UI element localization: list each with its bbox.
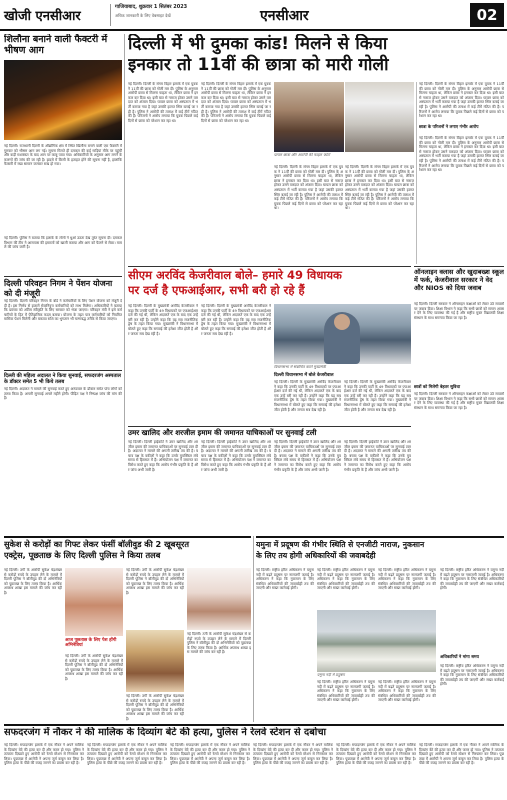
online-class-story — [414, 268, 504, 452]
online-class-body-2: नई दिल्ली। दिल्ली सरकार ने ऑनलाइन कक्षाओं को लेकर उठे सवालों पर जवाब दिया। शिक्षा विभाग ने कहा कि सभी छात्रों को समान अवसर देने के लिए व्यवस्था की गई है और राष्ट्रीय मुक्त विद्यालयी शिक्षा संस्थान के साथ समन्वय किया जा रहा है। — [414, 392, 504, 410]
kejriwal-body-col2: नई दिल्ली। दिल्ली के मुख्यमंत्री अरविंद केजरीवाल ने कहा कि उनकी पार्टी के 49 विधायकों पर एफआईआर दर्ज की गई थी, लेकिन अदालतें एक के बाद एक उन्हें बरी कर रही हैं। उन्होंने कहा कि यह सब राजनीतिक द्वेष के तहत किया गया। मुख्यमंत्री ने विधानसभा में बोलते हुए कहा कि सच्चाई की हमेशा जीत होती है और जनता सब देख रही है। — [201, 304, 271, 336]
safdarjung-body-col6: नई दिल्ली। सफदरजंग इलाके में एक नौकर ने अपने मालिक के दिव्यांग बेटे की हत्या कर दी और फरार हो गया। पुलिस ने तत्परता दिखाते हुए आरोपी को रेलवे स्टेशन से गिरफ्तार कर लिया। पूछताछ में आरोपी ने अपना जुर्म कबूल कर लिया है। पुलिस हत्या के पीछे की वजह जानने का प्रयास कर रही है। — [419, 743, 504, 766]
yamuna-body-col4: नई दिल्ली। राष्ट्रीय हरित अधिकरण ने यमुना नदी में बढ़ते प्रदूषण पर नाराजगी जताई है। अधिकरण ने कहा कि नुकसान के लिए संबंधित अधिकारियों की जवाबदेही तय की जाएगी और सख्त कार्रवाई होगी। — [317, 680, 375, 703]
yamuna-body-col2: नई दिल्ली। राष्ट्रीय हरित अधिकरण ने यमुना नदी में बढ़ते प्रदूषण पर नाराजगी जताई है। अधिकरण ने कहा कि नुकसान के लिए संबंधित अधिकारियों की जवाबदेही तय की जाएगी और सख्त कार्रवाई होगी। — [317, 568, 375, 591]
sukesh-body-col2: नई दिल्ली। ठगी के आरोपी सुकेश चंद्रशेखर से करोड़ों रुपये के उपहार लेने के मामले में दिल्ली पुलिस ने बॉलीवुड की दो अभिनेत्रियों को पूछताछ के लिए तलब किया है। आर्थिक अपराध शाखा इस मामले की जांच कर रही है। — [65, 654, 123, 681]
lead-body-col2: नई दिल्ली। दिल्ली के संगम विहार इलाके में एक युवक ने 11वीं की छात्रा को गोली मार दी। पुलिस के अनुसार आरोपी छात्रा से मिलना चाहता था, लेकिन छात्रा ने इनकार कर दिया था। इसी बात से नाराज होकर उसने वारदात को अंजाम दिया। घायल छात्रा को अस्पताल में भर्ती कराया गया है जहां उसकी हालत स्थिर बताई जा रही है। पुलिस ने आरोपी की तलाश में कई टीमें गठित की हैं। परिजनों ने आरोप लगाया कि युवक पिछले कई दिनों से छात्रा को परेशान कर रहा था। — [201, 82, 271, 123]
pension-body: नई दिल्ली। दिल्ली परिवहन निगम के बोर्ड ने कर्मचारियों के लिए पेंशन योजना को मंजूरी दे दी है। इस निर्णय से हजारों सेवानिवृत्त कर्मचारियों को लाभ मिलेगा। अधिकारियों ने बताया कि प्रस्ताव को अंतिम स्वीकृति के लिए सरकार को भेजा जाएगा। परिवहन मंत्री ने इसे कर्मचारियों के हित में ऐतिहासिक कदम बताया। योजना के तहत पात्र कर्मचारियों को नियमित मासिक पेंशन मिलेगी और बकाया राशि का भुगतान भी चरणबद्ध तरीके से किया जाएगा। — [4, 299, 122, 322]
court-body: नई दिल्ली। अदालत ने मामले की सुनवाई करते हुए अस्पताल के डॉक्टर समेत पांच लोगों को तलब किया है। अगली सुनवाई अगले महीने होगी। पीड़ित पक्ष ने निष्पक्ष जांच की मांग की है। — [4, 387, 122, 401]
sukesh-photo-3 — [187, 568, 251, 630]
dateline-sub: अधिक जानकारी के लिए वेबसाइट देखें — [115, 13, 171, 18]
lead-headline-line1: दिल्ली में भी दुमका कांड! मिलने से किया — [128, 34, 388, 54]
lead-side-head: छात्रा के परिजनों ने लगाए गंभीर आरोप — [419, 124, 479, 129]
brand-logo — [4, 4, 108, 26]
yamuna-body-col3: नई दिल्ली। राष्ट्रीय हरित अधिकरण ने यमुना नदी में बढ़ते प्रदूषण पर नाराजगी जताई है। अधिकरण ने कहा कि नुकसान के लिए संबंधित अधिकारियों की जवाबदेही तय की जाएगी और सख्त कार्रवाई होगी। — [378, 568, 436, 591]
kejriwal-subhead: दिल्ली विधानसभा में बोले केजरीवाल — [274, 373, 334, 378]
lead-body-col1: नई दिल्ली। दिल्ली के संगम विहार इलाके में एक युवक ने 11वीं की छात्रा को गोली मार दी। पुलिस के अनुसार आरोपी छात्रा से मिलना चाहता था, लेकिन छात्रा ने इनकार कर दिया था। इसी बात से नाराज होकर उसने वारदात को अंजाम दिया। घायल छात्रा को अस्पताल में भर्ती कराया गया है जहां उसकी हालत स्थिर बताई जा रही है। पुलिस ने आरोपी की तलाश में कई टीमें गठित की हैं। परिजनों ने आरोप लगाया कि युवक पिछले कई दिनों से छात्रा को परेशान कर रहा था। — [128, 82, 198, 123]
sukesh-headline-line2: एक्ट्रेस, पूछताछ के लिए दिल्ली पुलिस ने किया तलब — [4, 550, 161, 560]
safdarjung-body-col4: नई दिल्ली। सफदरजंग इलाके में एक नौकर ने अपने मालिक के दिव्यांग बेटे की हत्या कर दी और फरार हो गया। पुलिस ने तत्परता दिखाते हुए आरोपी को रेलवे स्टेशन से गिरफ्तार कर लिया। पूछताछ में आरोपी ने अपना जुर्म कबूल कर लिया है। पुलिस हत्या के पीछे की वजह जानने का प्रयास कर रही है। — [253, 743, 333, 766]
sukesh-headline — [4, 539, 251, 565]
kejriwal-photo — [274, 304, 411, 364]
umar-headline: उमर खालिद और शरजील इमाम की जमानत याचिकाओं पर सुनवाई टली — [128, 428, 317, 437]
sukesh-subhead: आज पूछताछ के लिए पेश होंगी अभिनेत्रियां — [65, 638, 117, 649]
factory-fire-body: नई दिल्ली। राजधानी दिल्ली के औद्योगिक क्षेत्र में स्थित खिलौना बनाने वाली एक फैक्टरी में गुरुवार को भीषण आग लग गई। सूचना मिलते ही दमकल की कई गाड़ियां मौके पर पहुंचीं और कड़ी मशक्कत के बाद आग पर काबू पाया गया। अधिकारियों के अनुसार आग लगने के कारणों की जांच की जा रही है। हादसे में किसी के हताहत होने की सूचना नहीं है, हालांकि फैक्टरी में रखा सामान जलकर राख हो गया। — [4, 144, 122, 167]
brand-name: खोजी एनसीआर — [4, 9, 81, 24]
kejriwal-headline-line1: सीएम अरविंद केजरीवाल बोले– हमारे 49 विधायक — [128, 268, 342, 282]
lead-body-col3: नई दिल्ली। दिल्ली के संगम विहार इलाके में एक युवक ने 11वीं की छात्रा को गोली मार दी। पुलिस के अनुसार आरोपी छात्रा से मिलना चाहता था, लेकिन छात्रा ने इनकार कर दिया था। इसी बात से नाराज होकर उसने वारदात को अंजाम दिया। घायल छात्रा को अस्पताल में भर्ती कराया गया है जहां उसकी हालत स्थिर बताई जा रही है। पुलिस ने आरोपी की तलाश में कई टीमें गठित की हैं। परिजनों ने आरोप लगाया कि युवक पिछले कई दिनों से छात्रा को परेशान कर रहा था। — [274, 165, 343, 211]
date-text: गाजियाबाद, शुक्रवार 1 सितंबर 2023 — [115, 4, 188, 10]
lead-sidebar-body-top: नई दिल्ली। दिल्ली के संगम विहार इलाके में एक युवक ने 11वीं की छात्रा को गोली मार दी। पुलिस के अनुसार आरोपी छात्रा से मिलना चाहता था, लेकिन छात्रा ने इनकार कर दिया था। इसी बात से नाराज होकर उसने वारदात को अंजाम दिया। घायल छात्रा को अस्पताल में भर्ती कराया गया है जहां उसकी हालत स्थिर बताई जा रही है। पुलिस ने आरोपी की तलाश में कई टीमें गठित की हैं। परिजनों ने आरोप लगाया कि युवक पिछले कई दिनों से छात्रा को परेशान कर रहा था। — [419, 82, 504, 119]
yamuna-sidebar — [440, 568, 504, 722]
online-class-subhead: छात्रों को मिलेगी बेहतर सुविधा — [414, 384, 461, 389]
online-class-body: नई दिल्ली। दिल्ली सरकार ने ऑनलाइन कक्षाओं को लेकर उठे सवालों पर जवाब दिया। शिक्षा विभाग ने कहा कि सभी छात्रों को समान अवसर देने के लिए व्यवस्था की गई है और राष्ट्रीय मुक्त विद्यालयी शिक्षा संस्थान के साथ समन्वय किया जा रहा है। — [414, 302, 504, 320]
dateline — [115, 4, 245, 26]
yamuna-headline — [256, 539, 504, 565]
lead-photo-right — [345, 82, 414, 152]
court-headline: दिल्ली की महिला अदालत ने किया सुनवाई, सफदरजंग अस्पताल के डॉक्टर समेत 5 भी किये तलब — [4, 373, 121, 385]
umar-top-rule — [128, 426, 411, 427]
story-factory-fire — [4, 34, 122, 234]
lead-headline — [128, 34, 504, 78]
sukesh-body-col4: नई दिल्ली। ठगी के आरोपी सुकेश चंद्रशेखर से करोड़ों रुपये के उपहार लेने के मामले में दिल्ली पुलिस ने बॉलीवुड की दो अभिनेत्रियों को पूछताछ के लिए तलब किया है। आर्थिक अपराध शाखा इस मामले की जांच कर रही है। — [126, 694, 184, 721]
lead-headline-line2: इनकार तो 11वीं की छात्रा को मारी गोली — [128, 55, 389, 75]
lead-body-col4: नई दिल्ली। दिल्ली के संगम विहार इलाके में एक युवक ने 11वीं की छात्रा को गोली मार दी। पुलिस के अनुसार आरोपी छात्रा से मिलना चाहता था, लेकिन छात्रा ने इनकार कर दिया था। इसी बात से नाराज होकर उसने वारदात को अंजाम दिया। घायल छात्रा को अस्पताल में भर्ती कराया गया है जहां उसकी हालत स्थिर बताई जा रही है। पुलिस ने आरोपी की तलाश में कई टीमें गठित की हैं। परिजनों ने आरोप लगाया कि युवक पिछले कई दिनों से छात्रा को परेशान कर रहा था। — [345, 165, 414, 211]
bottom-column-rule — [253, 536, 254, 722]
masthead — [0, 0, 507, 30]
lead-caption: घायल छात्रा और आरोपी की फाइल फोटो — [274, 153, 331, 157]
page-number: 02 — [476, 6, 498, 24]
online-class-top-rule — [414, 266, 504, 267]
page-number-box — [470, 3, 504, 27]
kejriwal-headline-line2: पर दर्ज है एफआईआर, सभी बरी हो रहे हैं — [128, 283, 305, 297]
umar-body-col1: नई दिल्ली। दिल्ली हाईकोर्ट ने उमर खालिद और शरजील इमाम की जमानत याचिकाओं पर सुनवाई टाल दी है। अदालत ने मामले की अगली तारीख तय की है। बचाव पक्ष के वकीलों ने कहा कि उनके मुवक्किल लंबे समय से हिरासत में हैं। अभियोजन पक्ष ने जमानत का विरोध करते हुए कहा कि आरोप गंभीर प्रकृति के हैं और जांच अभी जारी है। — [128, 440, 198, 472]
yamuna-side-body-2: नई दिल्ली। राष्ट्रीय हरित अधिकरण ने यमुना नदी में बढ़ते प्रदूषण पर नाराजगी जताई है। अधिकरण ने कहा कि नुकसान के लिए संबंधित अधिकारियों की जवाबदेही तय की जाएगी और सख्त कार्रवाई होगी। — [440, 664, 504, 687]
umar-body-col4: नई दिल्ली। दिल्ली हाईकोर्ट ने उमर खालिद और शरजील इमाम की जमानत याचिकाओं पर सुनवाई टाल दी है। अदालत ने मामले की अगली तारीख तय की है। बचाव पक्ष के वकीलों ने कहा कि उनके मुवक्किल लंबे समय से हिरासत में हैं। अभियोजन पक्ष ने जमानत का विरोध करते हुए कहा कि आरोप गंभीर प्रकृति के हैं और जांच अभी जारी है। — [344, 440, 411, 472]
safdarjung-body-col3: नई दिल्ली। सफदरजंग इलाके में एक नौकर ने अपने मालिक के दिव्यांग बेटे की हत्या कर दी और फरार हो गया। पुलिस ने तत्परता दिखाते हुए आरोपी को रेलवे स्टेशन से गिरफ्तार कर लिया। पूछताछ में आरोपी ने अपना जुर्म कबूल कर लिया है। पुलिस हत्या के पीछे की वजह जानने का प्रयास कर रही है। — [170, 743, 250, 766]
kejriwal-body-col4: नई दिल्ली। दिल्ली के मुख्यमंत्री अरविंद केजरीवाल ने कहा कि उनकी पार्टी के 49 विधायकों पर एफआईआर दर्ज की गई थी, लेकिन अदालतें एक के बाद एक उन्हें बरी कर रही हैं। उन्होंने कहा कि यह सब राजनीतिक द्वेष के तहत किया गया। मुख्यमंत्री ने विधानसभा में बोलते हुए कहा कि सच्चाई की हमेशा जीत होती है और जनता सब देख रही है। — [344, 380, 411, 412]
masthead-divider — [110, 4, 111, 26]
sukesh-photo-2 — [126, 630, 184, 692]
lead-sidebar — [419, 82, 504, 264]
online-class-headline: ऑनलाइन क्लास और खुदाबख्श स्कूल में फर्क, केजरीवाल सरकार ने वेद और NIOS को दिया जवाब — [414, 268, 504, 292]
sukesh-photo-1 — [65, 568, 123, 636]
safdarjung-body-col5: नई दिल्ली। सफदरजंग इलाके में एक नौकर ने अपने मालिक के दिव्यांग बेटे की हत्या कर दी और फरार हो गया। पुलिस ने तत्परता दिखाते हुए आरोपी को रेलवे स्टेशन से गिरफ्तार कर लिया। पूछताछ में आरोपी ने अपना जुर्म कबूल कर लिया है। पुलिस हत्या के पीछे की वजह जानने का प्रयास कर रही है। — [336, 743, 416, 766]
pension-headline: दिल्ली परिवहन निगम ने पेंशन योजना को दी मंजूरी — [4, 279, 113, 298]
umar-body-col2: नई दिल्ली। दिल्ली हाईकोर्ट ने उमर खालिद और शरजील इमाम की जमानत याचिकाओं पर सुनवाई टाल दी है। अदालत ने मामले की अगली तारीख तय की है। बचाव पक्ष के वकीलों ने कहा कि उनके मुवक्किल लंबे समय से हिरासत में हैं। अभियोजन पक्ष ने जमानत का विरोध करते हुए कहा कि आरोप गंभीर प्रकृति के हैं और जांच अभी जारी है। — [201, 440, 271, 472]
lead-sidebar-body: नई दिल्ली। दिल्ली के संगम विहार इलाके में एक युवक ने 11वीं की छात्रा को गोली मार दी। पुलिस के अनुसार आरोपी छात्रा से मिलना चाहता था, लेकिन छात्रा ने इनकार कर दिया था। इसी बात से नाराज होकर उसने वारदात को अंजाम दिया। घायल छात्रा को अस्पताल में भर्ती कराया गया है जहां उसकी हालत स्थिर बताई जा रही है। पुलिस ने आरोपी की तलाश में कई टीमें गठित की हैं। परिजनों ने आरोप लगाया कि युवक पिछले कई दिनों से छात्रा को परेशान कर रहा था। — [419, 136, 504, 173]
kejriwal-top-rule — [128, 266, 411, 267]
sukesh-headline-line1: सुकेश से करोड़ों का गिफ्ट लेकर फंसीं बॉलीवुड की 2 खूबसूरत — [4, 539, 190, 549]
story-pension — [4, 276, 122, 369]
yamuna-side-body: नई दिल्ली। राष्ट्रीय हरित अधिकरण ने यमुना नदी में बढ़ते प्रदूषण पर नाराजगी जताई है। अधिकरण ने कहा कि नुकसान के लिए संबंधित अधिकारियों की जवाबदेही तय की जाएगी और सख्त कार्रवाई होगी। — [440, 568, 504, 591]
yamuna-top-rule — [256, 536, 504, 538]
sukesh-body-col3: नई दिल्ली। ठगी के आरोपी सुकेश चंद्रशेखर से करोड़ों रुपये के उपहार लेने के मामले में दिल्ली पुलिस ने बॉलीवुड की दो अभिनेत्रियों को पूछताछ के लिए तलब किया है। आर्थिक अपराध शाखा इस मामले की जांच कर रही है। — [126, 568, 184, 595]
lead-side-rule — [416, 82, 417, 264]
yamuna-headline-line1: यमुना में प्रदूषण की गंभीर स्थिति से एनजीटी नाराज, नुकसान — [256, 540, 425, 549]
sukesh-top-rule — [4, 536, 251, 538]
safdarjung-top-rule — [4, 724, 504, 726]
safdarjung-headline: सफदरजंग में नौकर ने की मालिक के दिव्यांग बेटे की हत्या, पुलिस ने रेलवे स्टेशन से दबोचा — [4, 727, 327, 738]
yamuna-body-col5: नई दिल्ली। राष्ट्रीय हरित अधिकरण ने यमुना नदी में बढ़ते प्रदूषण पर नाराजगी जताई है। अधिकरण ने कहा कि नुकसान के लिए संबंधित अधिकारियों की जवाबदेही तय की जाएगी और सख्त कार्रवाई होगी। — [378, 680, 436, 703]
yamuna-caption: यमुना नदी में प्रदूषण — [317, 673, 345, 677]
header-rule — [0, 29, 507, 31]
lead-photos — [274, 82, 414, 152]
safdarjung-body-col1: नई दिल्ली। सफदरजंग इलाके में एक नौकर ने अपने मालिक के दिव्यांग बेटे की हत्या कर दी और फरार हो गया। पुलिस ने तत्परता दिखाते हुए आरोपी को रेलवे स्टेशन से गिरफ्तार कर लिया। पूछताछ में आरोपी ने अपना जुर्म कबूल कर लिया है। पुलिस हत्या के पीछे की वजह जानने का प्रयास कर रही है। — [4, 743, 84, 766]
sukesh-body-col1: नई दिल्ली। ठगी के आरोपी सुकेश चंद्रशेखर से करोड़ों रुपये के उपहार लेने के मामले में दिल्ली पुलिस ने बॉलीवुड की दो अभिनेत्रियों को पूछताछ के लिए तलब किया है। आर्थिक अपराध शाखा इस मामले की जांच कर रही है। — [4, 568, 62, 595]
kejriwal-photo-face — [334, 314, 350, 330]
yamuna-photo — [317, 610, 436, 672]
kejriwal-caption: विधानसभा में संबोधित करते मुख्यमंत्री — [274, 365, 326, 369]
sukesh-body-col5: नई दिल्ली। ठगी के आरोपी सुकेश चंद्रशेखर से करोड़ों रुपये के उपहार लेने के मामले में दिल्ली पुलिस ने बॉलीवुड की दो अभिनेत्रियों को पूछताछ के लिए तलब किया है। आर्थिक अपराध शाखा इस मामले की जांच कर रही है। — [187, 632, 251, 655]
section-title: एनसीआर — [260, 8, 309, 24]
kejriwal-body-col3: नई दिल्ली। दिल्ली के मुख्यमंत्री अरविंद केजरीवाल ने कहा कि उनकी पार्टी के 49 विधायकों पर एफआईआर दर्ज की गई थी, लेकिन अदालतें एक के बाद एक उन्हें बरी कर रही हैं। उन्होंने कहा कि यह सब राजनीतिक द्वेष के तहत किया गया। मुख्यमंत्री ने विधानसभा में बोलते हुए कहा कि सच्चाई की हमेशा जीत होती है और जनता सब देख रही है। — [274, 380, 341, 412]
column-rule — [124, 34, 125, 452]
kejriwal-body-col1: नई दिल्ली। दिल्ली के मुख्यमंत्री अरविंद केजरीवाल ने कहा कि उनकी पार्टी के 49 विधायकों पर एफआईआर दर्ज की गई थी, लेकिन अदालतें एक के बाद एक उन्हें बरी कर रही हैं। उन्होंने कहा कि यह सब राजनीतिक द्वेष के तहत किया गया। मुख्यमंत्री ने विधानसभा में बोलते हुए कहा कि सच्चाई की हमेशा जीत होती है और जनता सब देख रही है। — [128, 304, 198, 336]
story-court-summons — [4, 370, 122, 453]
story-left-continued: नई दिल्ली। पुलिस ने बताया कि इलाके के लोगों ने धुआं उठता देख तुरंत सूचना दी। दमकल विभाग की टीम ने आसपास की इमारतों को खाली कराया और आग को फैलने से रोका। मामले की जांच जारी है। — [4, 236, 122, 250]
factory-fire-photo — [4, 60, 122, 140]
yamuna-body-col1: नई दिल्ली। राष्ट्रीय हरित अधिकरण ने यमुना नदी में बढ़ते प्रदूषण पर नाराजगी जताई है। अधिकरण ने कहा कि नुकसान के लिए संबंधित अधिकारियों की जवाबदेही तय की जाएगी और सख्त कार्रवाई होगी। — [256, 568, 314, 591]
umar-body-col3: नई दिल्ली। दिल्ली हाईकोर्ट ने उमर खालिद और शरजील इमाम की जमानत याचिकाओं पर सुनवाई टाल दी है। अदालत ने मामले की अगली तारीख तय की है। बचाव पक्ष के वकीलों ने कहा कि उनके मुवक्किल लंबे समय से हिरासत में हैं। अभियोजन पक्ष ने जमानत का विरोध करते हुए कहा कि आरोप गंभीर प्रकृति के हैं और जांच अभी जारी है। — [274, 440, 341, 472]
yamuna-headline-line2: के लिए तय होगी अधिकारियों की जवाबदेही — [256, 551, 376, 560]
factory-fire-headline: शिलौना बनाने वाली फैक्टरी में भीषण आग — [4, 34, 108, 56]
kejriwal-headline — [128, 268, 411, 302]
yamuna-side-head: अधिकारियों ने मांगा समय — [440, 654, 479, 659]
safdarjung-body-col2: नई दिल्ली। सफदरजंग इलाके में एक नौकर ने अपने मालिक के दिव्यांग बेटे की हत्या कर दी और फरार हो गया। पुलिस ने तत्परता दिखाते हुए आरोपी को रेलवे स्टेशन से गिरफ्तार कर लिया। पूछताछ में आरोपी ने अपना जुर्म कबूल कर लिया है। पुलिस हत्या के पीछे की वजह जानने का प्रयास कर रही है। — [87, 743, 167, 766]
lead-photo-left — [274, 82, 344, 152]
